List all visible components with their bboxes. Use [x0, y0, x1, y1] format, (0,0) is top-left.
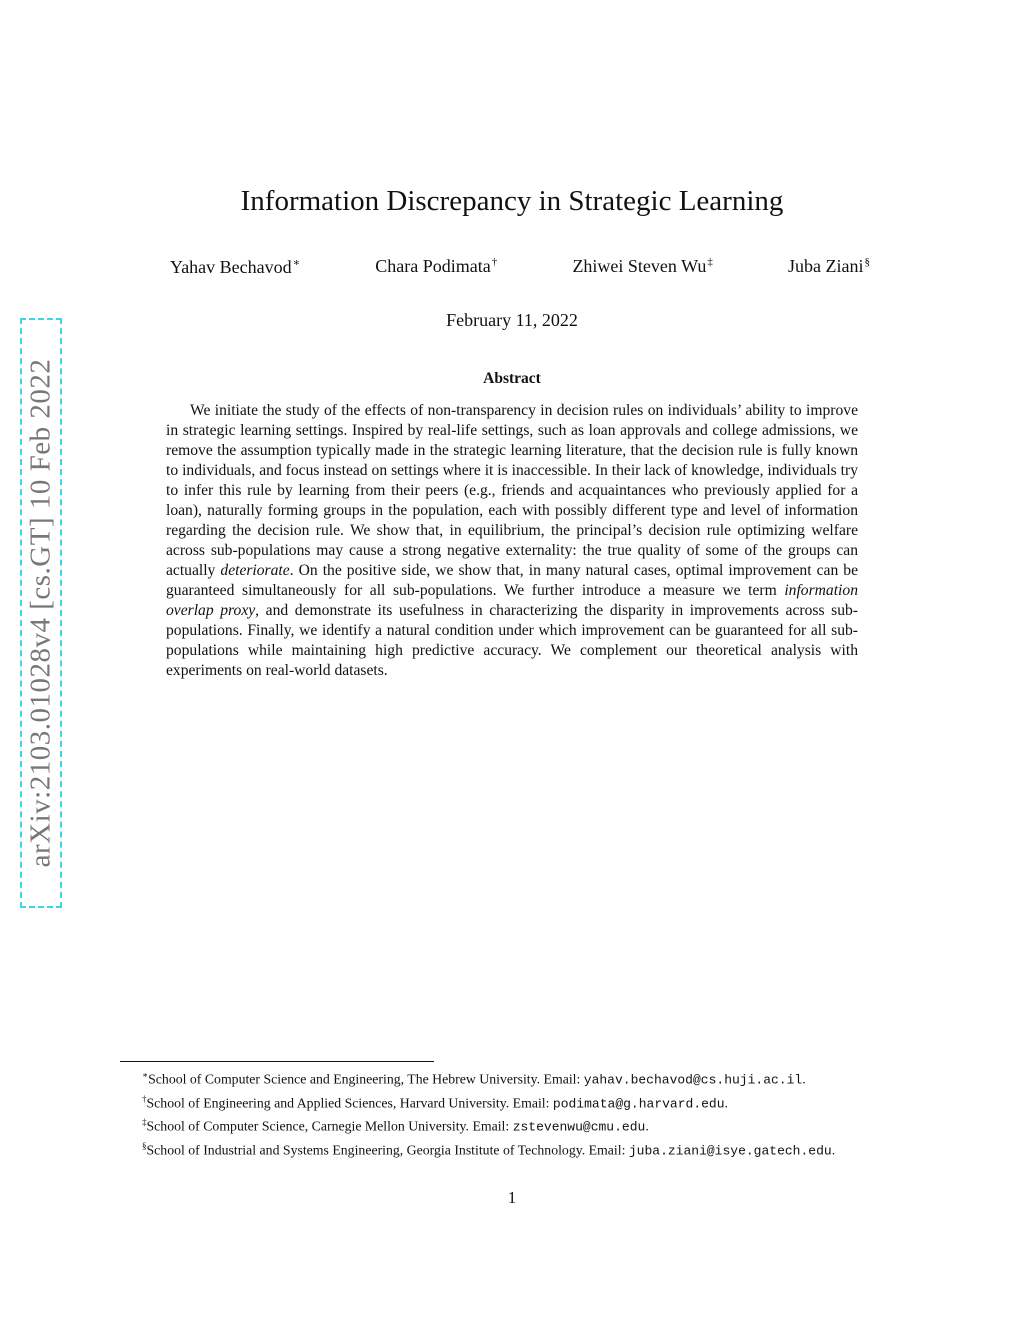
footnote-end: .: [802, 1071, 806, 1087]
paper-title: Information Discrepancy in Strategic Learning: [240, 185, 784, 217]
arxiv-identifier-text: arXiv:2103.01028v4 [cs.GT] 10 Feb 2022: [24, 358, 57, 868]
abstract-text-part-2: . On the positive side, we show that, in many natural cases, optimal improvement can be guaranteed simultaneously for all sub-populations. We further introduce a measure we term: [166, 562, 858, 599]
footnote-3: [120, 1113, 906, 1137]
footnote-mark: †: [142, 1093, 147, 1104]
abstract-emphasis-deteriorate: deteriorate: [220, 562, 290, 579]
footnote-end: .: [724, 1095, 728, 1111]
footnote-2: [120, 1090, 906, 1114]
footnote-mark: ‡: [142, 1117, 147, 1128]
footnote-mark: §: [142, 1140, 147, 1151]
author-footnote-mark: †: [491, 256, 498, 268]
footnote-email[interactable]: juba.ziani@isye.gatech.edu: [628, 1143, 832, 1159]
footnote-email[interactable]: yahav.bechavod@cs.huji.ac.il: [583, 1072, 803, 1088]
footnote-affiliation: School of Engineering and Applied Sciences, Harvard University. Email:: [146, 1095, 553, 1111]
footnote-divider: [120, 1061, 434, 1062]
author-footnote-mark: ∗: [292, 257, 301, 269]
abstract-text-part-3: , and demonstrate its usefulness in characterizing the disparity in improvements across sub-populations. Finally, we identify a natural condition under which improvement can be guaranteed for all sub-populations while maintaining high predictive accuracy. We complement our theoretical analysis with experiments on real-world datasets.: [166, 602, 858, 679]
arxiv-identifier-stamp: [20, 318, 62, 908]
author-name: Juba Ziani: [788, 256, 864, 276]
abstract-body: [166, 401, 858, 681]
publication-date: February 11, 2022: [446, 310, 578, 330]
author-list: [170, 256, 870, 278]
author-2: [375, 256, 497, 278]
author-footnote-mark: §: [864, 256, 870, 268]
footnotes: [120, 1066, 906, 1160]
footnote-end: .: [831, 1142, 836, 1158]
abstract-text-part-1: We initiate the study of the effects of non-transparency in decision rules on individuals’ ability to improve in strategic learning settings. Inspired by real-life settings, such as loan approvals and college admissions, we remove the assumption typically made in the strategic learning literature, that the decision rule is fully known to individuals, and focus instead on settings where it is inaccessible. In their lack of knowledge, individuals try to infer this rule by learning from their peers (e.g., friends and acquaintances who previously applied for a loan), naturally forming groups in the population, each with possibly different type and level of information regarding the decision rule. We show that, in equilibrium, the principal’s decision rule optimizing welfare across sub-populations may cause a strong negative externality: the true quality of some of the groups can actually: [166, 402, 858, 579]
footnote-affiliation: School of Computer Science and Engineering, The Hebrew University. Email:: [148, 1071, 584, 1087]
footnote-end: .: [645, 1118, 649, 1134]
footnote-email[interactable]: podimata@g.harvard.edu: [552, 1096, 725, 1112]
author-1: [170, 256, 300, 278]
author-name: Chara Podimata: [375, 256, 491, 276]
footnote-1: [120, 1066, 906, 1090]
abstract-emphasis-term: information overlap proxy: [166, 582, 858, 619]
author-3: [572, 256, 712, 278]
footnote-affiliation: School of Industrial and Systems Engineering, Georgia Institute of Technology. Email:: [146, 1142, 629, 1158]
abstract-heading: Abstract: [483, 370, 541, 387]
author-name: Zhiwei Steven Wu: [572, 256, 707, 276]
footnote-affiliation: School of Computer Science, Carnegie Mellon University. Email:: [146, 1118, 513, 1134]
page-number: 1: [507, 1188, 517, 1207]
footnote-email[interactable]: zstevenwu@cmu.edu: [512, 1119, 646, 1135]
author-name: Yahav Bechavod: [170, 257, 292, 277]
footnote-4: [120, 1137, 906, 1161]
author-footnote-mark: ‡: [707, 256, 713, 268]
author-4: [788, 256, 870, 278]
footnote-mark: ∗: [142, 1070, 149, 1080]
